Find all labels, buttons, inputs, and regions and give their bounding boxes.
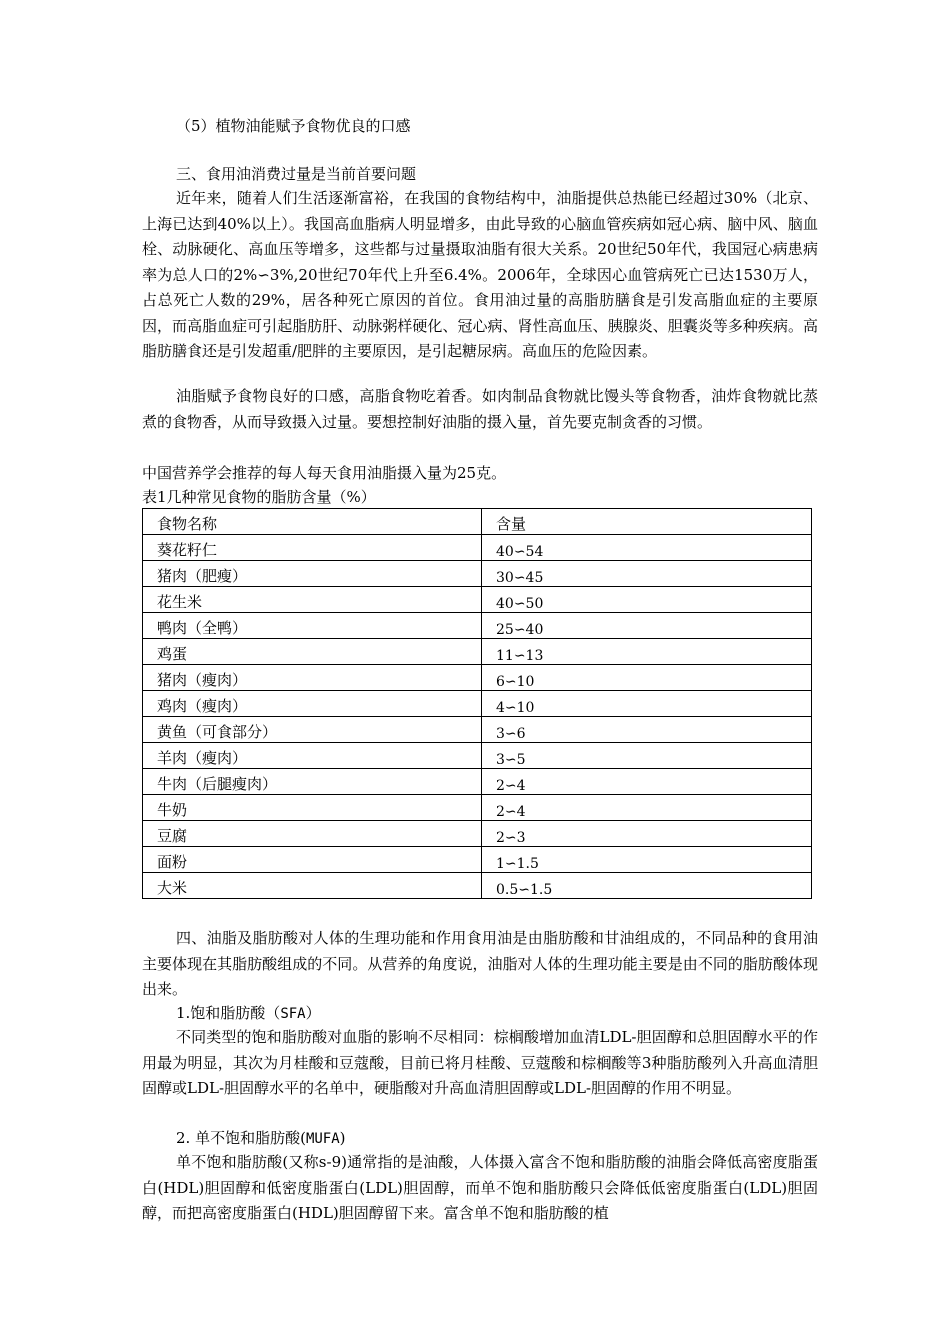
heading-mufa-abbr: MUFA [305,1131,340,1147]
table-cell-content: 25∽40 [482,613,812,639]
recommendation-line: 中国营养学会推荐的每人每天食用油脂摄入量为25克。 [142,464,507,482]
table-row [143,535,812,561]
table-row [143,587,812,613]
paragraph-oil-consumption: 近年来，随着人们生活逐渐富裕，在我国的食物结构中，油脂提供总热能已经超过30%（北京、上海已达到40%以上）。我国高血脂病人明显增多，由此导致的心脑血管疾病如冠心病、脑中风、脑血栓、动脉硬化、高血压等增多，这些都与过量摄取油脂有很大关系。20世纪50年代，我国冠心病患病率为总人口的2%∽3%,20世纪70年代上升至6.4%。2006年，全球因心血管病死亡已达1530万人，占总死亡人数的29%，居各种死亡原因的首位。食用油过量的高脂肪膳食是引发高脂血症的主要原因，而高脂血症可引起脂肪肝、动脉粥样硬化、冠心病、肾性高血压、胰腺炎、胆囊炎等多种疾病。高脂肪膳食还是引发超重/肥胖的主要原因，是引起糖尿病。高血压的危险因素。 [142,189,818,360]
table-row [143,561,812,587]
table-row [143,691,812,717]
table-cell-food: 猪肉（瘦肉） [143,665,482,691]
table-cell-content: 2∽4 [482,769,812,795]
table-row [143,795,812,821]
heading-mufa [176,1126,346,1151]
heading-sfa-prefix: 1.饱和脂肪酸（ [176,1004,281,1022]
table-cell-food: 猪肉（肥瘦） [143,561,482,587]
section-heading-3: 三、食用油消费过量是当前首要问题 [176,165,417,183]
table-cell-content: 3∽5 [482,743,812,769]
table-cell-food: 牛肉（后腿瘦肉） [143,769,482,795]
table-cell-food: 大米 [143,873,482,899]
fat-content-table [142,508,812,899]
heading-sfa-suffix: ） [305,1004,321,1022]
table-row [143,743,812,769]
paragraph-taste: 油脂赋予食物良好的口感，高脂食物吃着香。如肉制品食物就比馒头等食物香，油炸食物就比蒸煮的食物香，从而导致摄入过量。要想控制好油脂的摄入量，首先要克制贪香的习惯。 [142,387,818,431]
table-row [143,717,812,743]
table-cell-content: 2∽4 [482,795,812,821]
table-cell-content: 11∽13 [482,639,812,665]
table-cell-content: 2∽3 [482,821,812,847]
table-cell-content: 40∽50 [482,587,812,613]
paragraph-mufa: 单不饱和脂肪酸(又称s-9)通常指的是油酸，人体摄入富含不饱和脂肪酸的油脂会降低高密度脂蛋白(HDL)胆固醇和低密度脂蛋白(LDL)胆固醇，而单不饱和脂肪酸只会降低低密度脂蛋白(LDL)胆固醇，而把高密度脂蛋白(HDL)胆固醇留下来。富含单不饱和脂肪酸的植 [142,1153,818,1222]
table-cell-content: 40∽54 [482,535,812,561]
paragraph-fatty-acids: 四、油脂及脂肪酸对人体的生理功能和作用食用油是由脂肪酸和甘油组成的，不同品种的食用油主要体现在其脂肪酸组成的不同。从营养的角度说，油脂对人体的生理功能主要是由不同的脂肪酸体现出来。 [142,929,818,998]
table-cell-food: 羊肉（瘦肉） [143,743,482,769]
table-cell-content: 30∽45 [482,561,812,587]
table-row [143,769,812,795]
table-cell-food: 豆腐 [143,821,482,847]
table-row [143,665,812,691]
table-cell-content: 3∽6 [482,717,812,743]
table-cell-food: 黄鱼（可食部分） [143,717,482,743]
table-row [143,847,812,873]
table-row [143,873,812,899]
table-header-food: 食物名称 [143,509,482,535]
table-cell-content: 1∽1.5 [482,847,812,873]
table-cell-food: 葵花籽仁 [143,535,482,561]
table-caption: 表1几种常见食物的脂肪含量（%） [142,488,376,506]
table-cell-content: 4∽10 [482,691,812,717]
heading-sfa-abbr: SFA [280,1006,306,1022]
heading-mufa-suffix: ) [339,1129,346,1147]
list-item-5: （5）植物油能赋予食物优良的口感 [176,117,411,135]
table-cell-food: 花生米 [143,587,482,613]
table-row [143,613,812,639]
table-cell-food: 鸡蛋 [143,639,482,665]
paragraph-sfa: 不同类型的饱和脂肪酸对血脂的影响不尽相同：棕榈酸增加血清LDL-胆固醇和总胆固醇水平的作用最为明显，其次为月桂酸和豆蔻酸，目前已将月桂酸、豆蔻酸和棕榈酸等3种脂肪酸列入升高血清胆固醇或LDL-胆固醇水平的名单中，硬脂酸对升高血清胆固醇或LDL-胆固醇的作用不明显。 [142,1028,818,1097]
table-row [143,821,812,847]
heading-mufa-prefix: 2. 单不饱和脂肪酸( [176,1129,306,1147]
table-header-content: 含量 [482,509,812,535]
table-cell-food: 鸡肉（瘦肉） [143,691,482,717]
table-cell-food: 面粉 [143,847,482,873]
heading-sfa [176,1001,321,1026]
table-cell-food: 鸭肉（全鸭） [143,613,482,639]
table-cell-food: 牛奶 [143,795,482,821]
table-row [143,639,812,665]
table-cell-content: 0.5∽1.5 [482,873,812,899]
table-header-row [143,509,812,535]
table-cell-content: 6∽10 [482,665,812,691]
